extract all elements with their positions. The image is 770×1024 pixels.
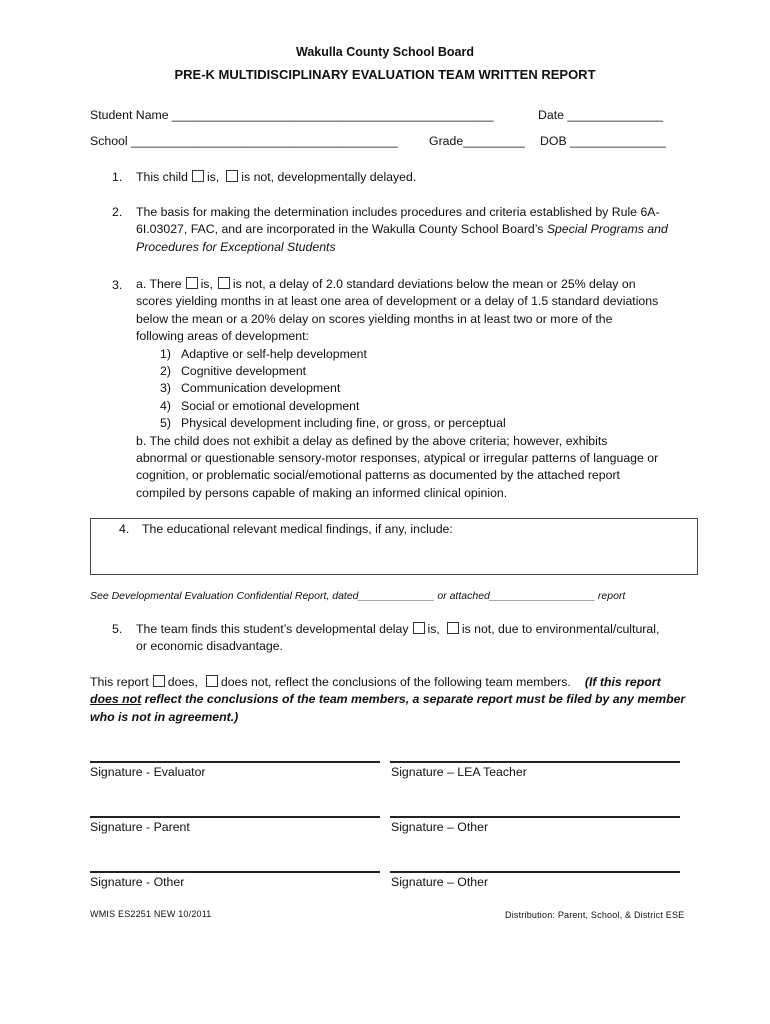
there-is-delay-checkbox[interactable] bbox=[186, 277, 198, 289]
item-2-number: 2. bbox=[112, 205, 123, 219]
other-signature-line[interactable] bbox=[390, 816, 680, 818]
area-item: 1) Adaptive or self-help development bbox=[160, 346, 367, 361]
item-3b-line-4: compiled by persons capable of making an informed clinical opinion. bbox=[136, 485, 508, 500]
school-board-name: Wakulla County School Board bbox=[295, 45, 475, 59]
item-1-number: 1. bbox=[112, 170, 123, 184]
item-3b-line-1: b. The child does not exhibit a delay as defined by the above criteria; however, exhibits bbox=[136, 433, 608, 448]
item-5: The team finds this student’s developmental delay is, is not, due to environmental/cultural, or economic disadvantage. bbox=[136, 621, 659, 656]
item-4-text: The educational relevant medical findings, if any, include: bbox=[142, 522, 453, 536]
signature-other-label: Signature – Other bbox=[391, 875, 489, 889]
agreement-note-start: (If this report bbox=[584, 675, 661, 689]
dob-field[interactable]: DOB ______________ bbox=[540, 134, 666, 148]
item-1-text: This child bbox=[136, 170, 188, 184]
does-not-emphasis: does not bbox=[90, 692, 142, 707]
area-item: 5) Physical development including fine, or gross, or perceptual bbox=[160, 416, 506, 431]
form-id: WMIS ES2251 NEW 10/2011 bbox=[90, 909, 212, 919]
item-3-line-4: following areas of development: bbox=[136, 329, 309, 344]
item-3b-line-2: abnormal or questionable sensory-motor responses, atypical or irregular patterns of language or bbox=[136, 451, 659, 466]
there-is-not-delay-checkbox[interactable] bbox=[218, 277, 230, 289]
report-agreement: This report does, does not, reflect the conclusions of the following team members. (If this report does not reflect the conclusions of the team members, a separate report must be filed by any member who is not in agreement.) bbox=[90, 674, 685, 726]
school-field[interactable]: School _______________________________________ bbox=[90, 134, 398, 148]
agreement-note-end: who is not in agreement.) bbox=[90, 709, 239, 724]
item-3b-line-3: cognition, or problematic social/emotional patterns as documented by the attached report bbox=[136, 468, 620, 483]
signature-parent-label: Signature - Parent bbox=[90, 820, 190, 834]
item-3 bbox=[136, 276, 658, 502]
report-title: PRE-K MULTIDISCIPLINARY EVALUATION TEAM WRITTEN REPORT bbox=[174, 67, 596, 82]
item-3-line-3: below the mean or a 20% delay on scores yielding months in at least two or more of the bbox=[136, 311, 613, 326]
item-3-number: 3. bbox=[112, 278, 123, 292]
signature-other-label: Signature - Other bbox=[90, 875, 185, 889]
item-5-text: The team finds this student’s developmental delay bbox=[136, 622, 409, 636]
evaluator-signature-line[interactable] bbox=[90, 761, 380, 763]
item-4-number: 4. bbox=[119, 522, 130, 536]
item-2-line-1: The basis for making the determination includes procedures and criteria established by Rule 6A- bbox=[136, 205, 660, 219]
signature-other-label: Signature – Other bbox=[391, 820, 489, 834]
report-does-checkbox[interactable] bbox=[153, 675, 165, 687]
other-signature-line[interactable] bbox=[390, 871, 680, 873]
item-1 bbox=[136, 170, 416, 184]
distribution-note: Distribution: Parent, School, & District ESE bbox=[505, 910, 685, 920]
item-2 bbox=[136, 204, 668, 256]
program-title: Special Programs and bbox=[546, 222, 668, 237]
signature-lea-teacher-label: Signature – LEA Teacher bbox=[391, 765, 527, 779]
lea-teacher-signature-line[interactable] bbox=[390, 761, 680, 763]
development-areas-list bbox=[136, 346, 658, 433]
item-3-line-2: scores yielding months in at least one area of development or a delay of 1.5 standard deviations bbox=[136, 294, 659, 309]
item-1-is-label: is, bbox=[206, 170, 220, 184]
item-5-number: 5. bbox=[112, 622, 123, 636]
report-does-not-checkbox[interactable] bbox=[206, 675, 218, 687]
other-signature-line[interactable] bbox=[90, 871, 380, 873]
date-field[interactable]: Date ______________ bbox=[538, 108, 664, 122]
signature-evaluator-label: Signature - Evaluator bbox=[90, 765, 206, 779]
item-1-is-not-label: is not, developmentally delayed. bbox=[241, 170, 417, 184]
student-name-field[interactable]: Student Name _______________________________________________ bbox=[90, 108, 494, 122]
parent-signature-line[interactable] bbox=[90, 816, 380, 818]
grade-field[interactable]: Grade_________ bbox=[429, 134, 525, 148]
is-not-delayed-checkbox[interactable] bbox=[226, 170, 238, 182]
disadvantage-is-checkbox[interactable] bbox=[413, 622, 425, 634]
area-item: 3) Communication development bbox=[160, 381, 341, 396]
area-item: 4) Social or emotional development bbox=[160, 398, 360, 413]
area-item: 2) Cognitive development bbox=[160, 364, 307, 379]
item-5-line-2: or economic disadvantage. bbox=[136, 639, 283, 654]
is-delayed-checkbox[interactable] bbox=[192, 170, 204, 182]
item-2-line-3: Procedures for Exceptional Students bbox=[136, 239, 336, 254]
item-3-line-1: a. There is, is not, a delay of 2.0 standard deviations below the mean or 25% delay on bbox=[136, 277, 636, 291]
confidential-report-reference: See Developmental Evaluation Confidential Report, dated_____________ or attached__________________ report bbox=[90, 590, 626, 602]
disadvantage-is-not-checkbox[interactable] bbox=[447, 622, 459, 634]
item-2-line-2: 6I.03027, FAC, and are incorporated in the Wakulla County School Board’s Special Programs and bbox=[136, 222, 668, 237]
